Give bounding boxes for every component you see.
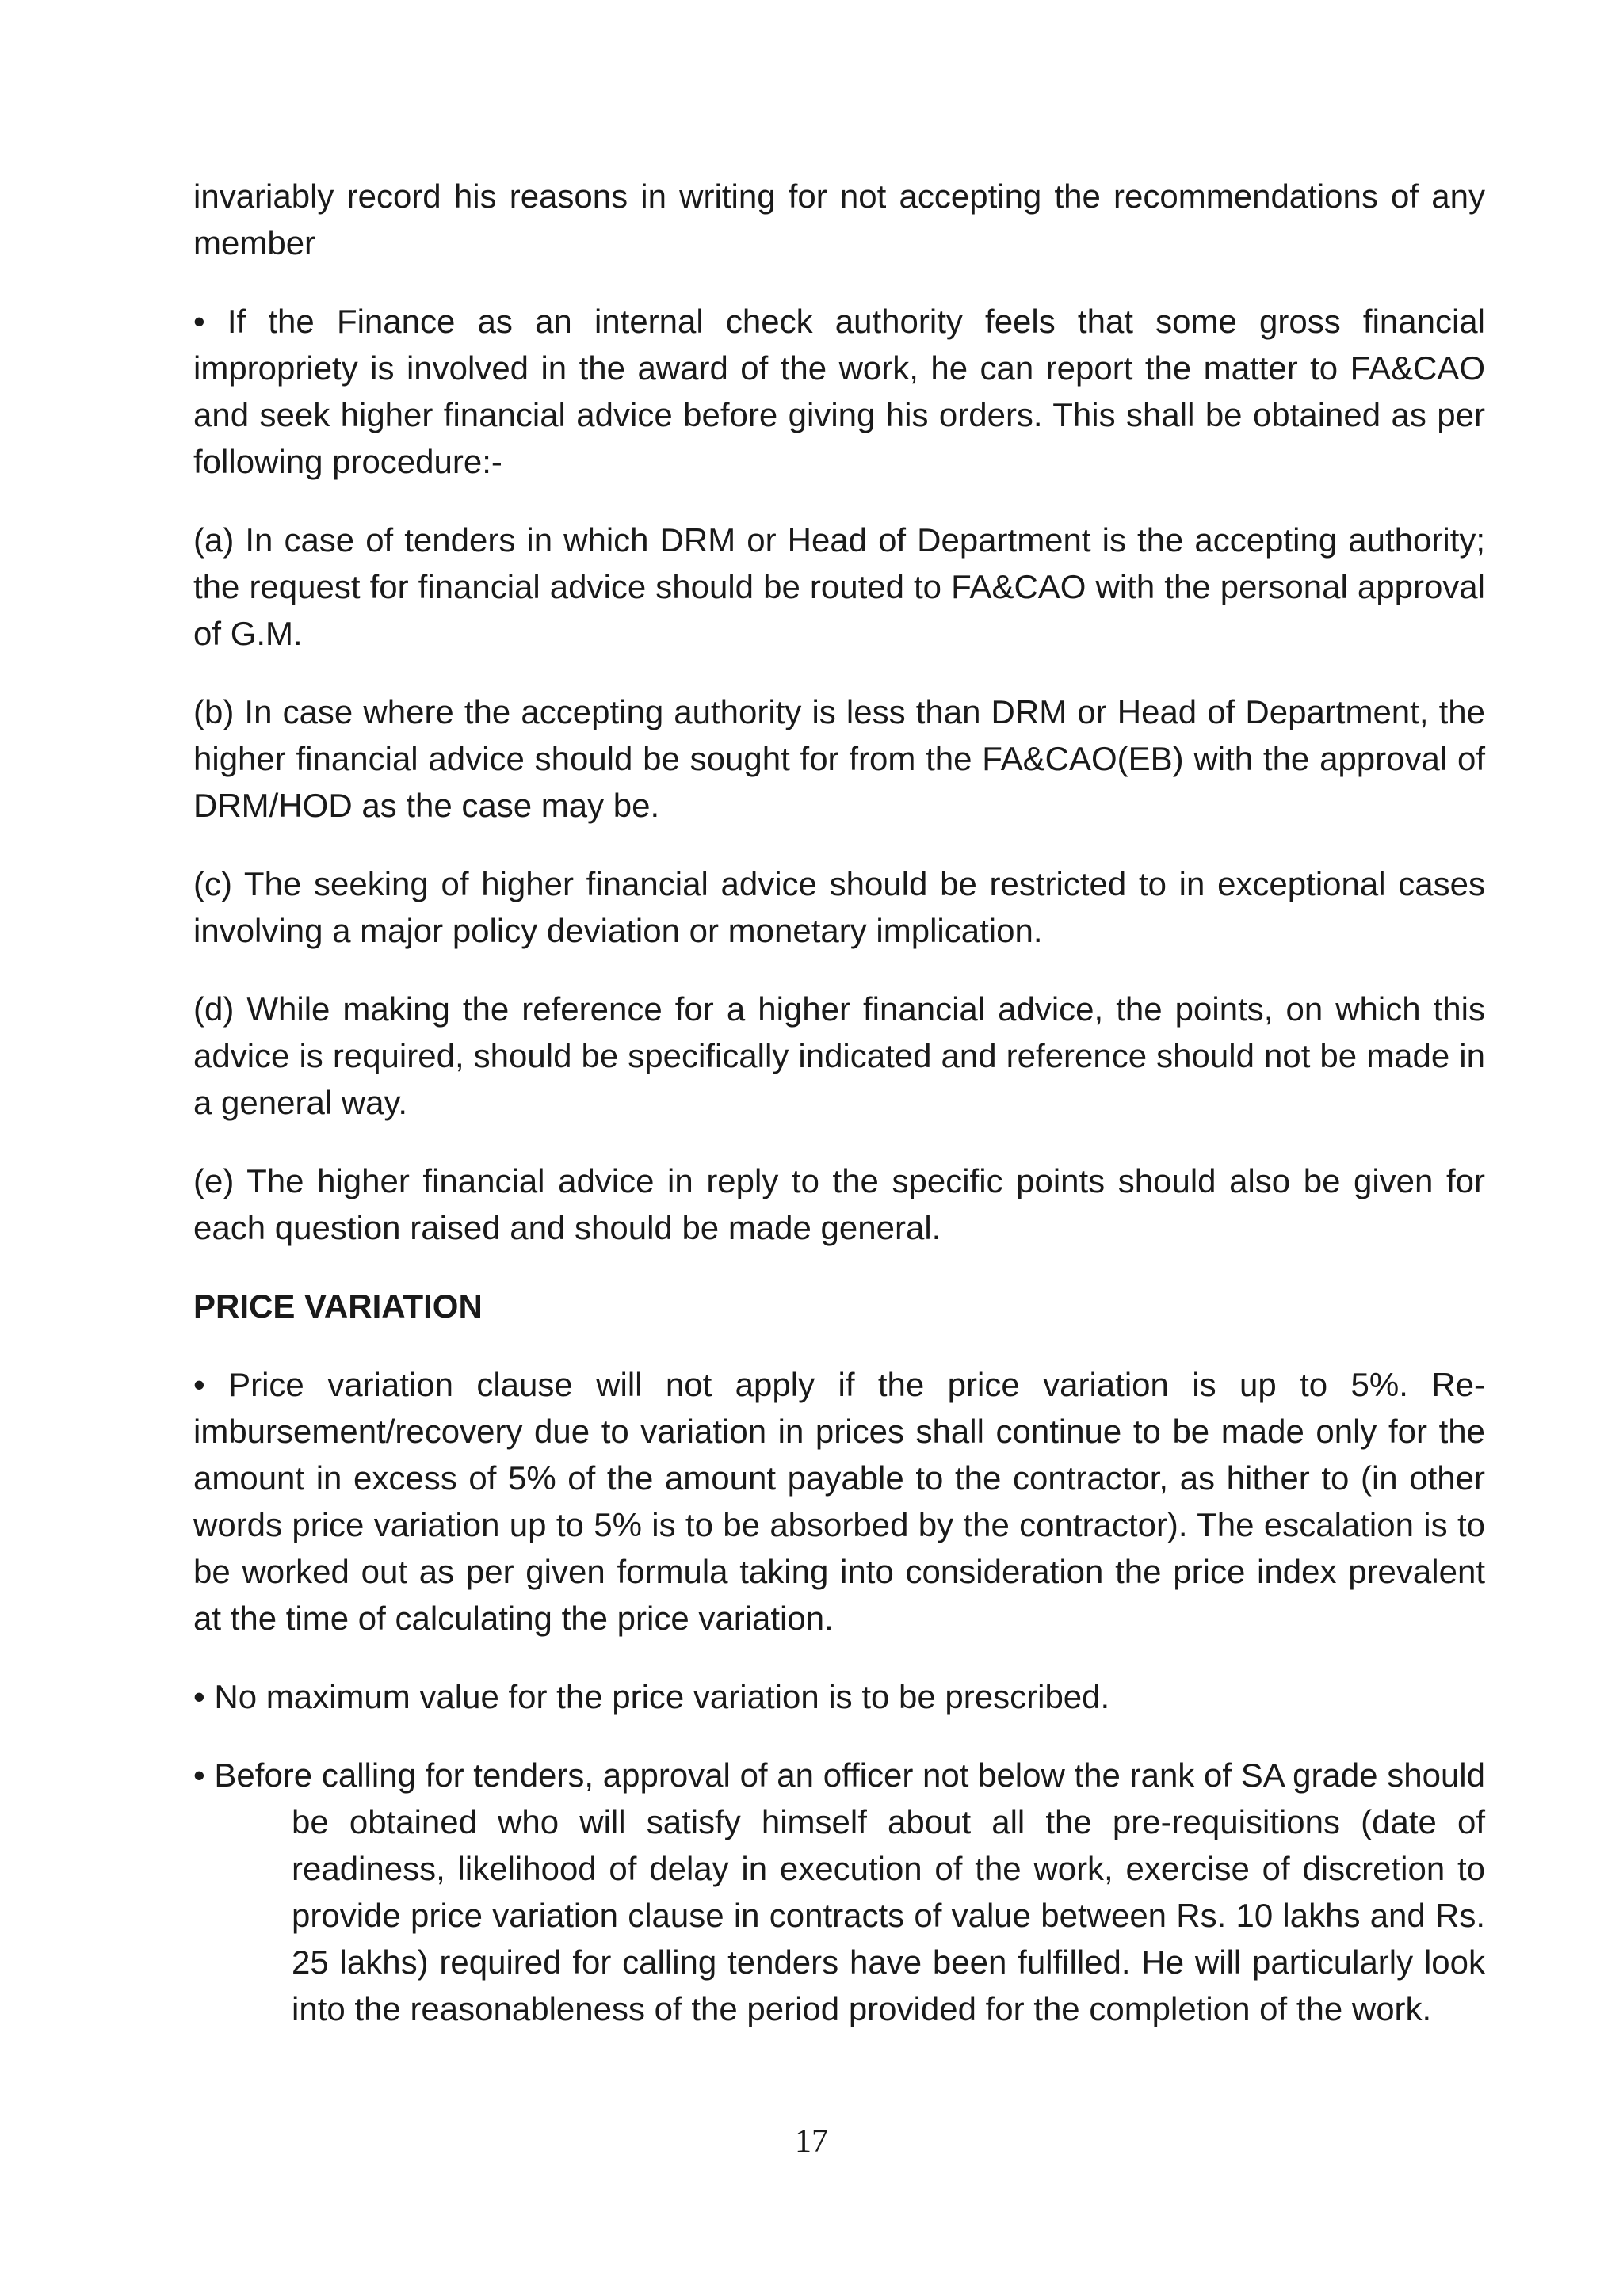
paragraph-item-d: (d) While making the reference for a higher financial advice, the points, on which this advice is required, should be specifically indicated and reference should not be made in a general way. <box>193 990 1485 1121</box>
page-number: 17 <box>795 2123 828 2160</box>
paragraph-approval-before-tenders: • Before calling for tenders, approval of an officer not below the rank of SA grade should be obtained who will satisfy himself about all the pre-requisitions (date of readiness, likelihood of delay in execution of the work, exercise of discretion to provide price variation clause in contracts of value between Rs. 10 lakhs and Rs. 25 lakhs) required for calling tenders have been fulfilled. He will particularly look into the reasonableness of the period provided for the completion of the work. <box>193 1756 1485 2027</box>
section-heading-price-variation: PRICE VARIATION <box>193 1287 483 1325</box>
paragraph-no-maximum-value: • No maximum value for the price variation is to be prescribed. <box>193 1678 1110 1715</box>
paragraph-item-b: (b) In case where the accepting authority is less than DRM or Head of Department, the higher financial advice should be sought for from the FA&CAO(EB) with the approval of DRM/HOD as the case may be. <box>193 693 1485 824</box>
paragraph-item-c: (c) The seeking of higher financial advice should be restricted to in exceptional cases involving a major policy deviation or monetary implication. <box>193 865 1485 949</box>
paragraph-finance-check: • If the Finance as an internal check authority feels that some gross financial impropriety is involved in the award of the work, he can report the matter to FA&CAO and seek higher financial advice before giving his orders. This shall be obtained as per following procedure:- <box>193 303 1485 480</box>
paragraph-item-a: (a) In case of tenders in which DRM or Head of Department is the accepting authority; the request for financial advice should be routed to FA&CAO with the personal approval of G.M. <box>193 521 1485 652</box>
page-content <box>193 173 1485 2032</box>
paragraph-item-e: (e) The higher financial advice in reply to the specific points should also be given for each question raised and should be made general. <box>193 1162 1485 1246</box>
paragraph-continuation: invariably record his reasons in writing for not accepting the recommendations of any member <box>193 177 1485 261</box>
paragraph-price-variation-clause: • Price variation clause will not apply if the price variation is up to 5%. Re-imbursement/recovery due to variation in prices shall continue to be made only for the amount in excess of 5% of the amount payable to the contractor, as hither to (in other words price variation up to 5% is to be absorbed by the contractor). The escalation is to be worked out as per given formula taking into consideration the price index prevalent at the time of calculating the price variation. <box>193 1366 1485 1637</box>
